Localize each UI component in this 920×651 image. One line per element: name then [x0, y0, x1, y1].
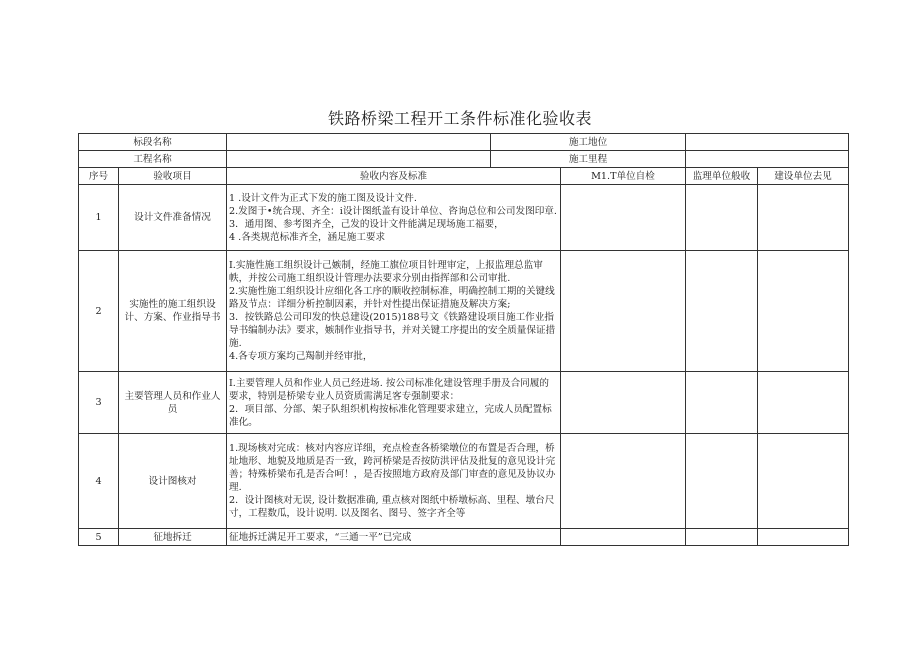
header-item: 验收项目	[119, 168, 227, 185]
owner-cell[interactable]	[758, 372, 849, 434]
content-line: 1 .设计文件为正式下发的施工图及设计文件.	[229, 192, 417, 204]
info-label: 工程名称	[79, 151, 227, 168]
content-line: 3．按铁路总公司印发的快总建设(2015)188号文《铁路建设项目施工作业指导书编制办法》要求，嫉制作业指导书，并对关键工序提出的安全质量保证措施.	[229, 312, 556, 349]
table-row	[79, 529, 849, 546]
self-check-cell[interactable]	[561, 529, 686, 546]
row-no: 1	[79, 185, 119, 251]
row-no: 4	[79, 434, 119, 529]
header-no: 序号	[79, 168, 119, 185]
header-content: 验收内容及标准	[227, 168, 561, 185]
info-label: 标段名称	[79, 134, 227, 151]
self-check-cell[interactable]	[561, 434, 686, 529]
content-line: 2．设计图核对无误, 设计数据准确, 重点核对图纸中桥墩标高、里程、墩台尺寸，工程数瓜，设计说明. 以及图名、图号、签字齐全等	[229, 495, 555, 519]
info-value-cell[interactable]	[686, 134, 849, 151]
row-item: 设计图核对	[119, 434, 227, 529]
owner-cell[interactable]	[758, 434, 849, 529]
table-row	[79, 434, 849, 529]
row-no: 3	[79, 372, 119, 434]
info-label: 施工里程	[491, 151, 686, 168]
row-item: 实施性的施工组织设计、方案、作业指导书	[119, 251, 227, 372]
table-row	[79, 251, 849, 372]
content-line: 4.各专项方案均己羯制并经审批，	[229, 351, 373, 362]
content-line: I.主要管理人员和作业人员己经进场. 按公司标准化建设管理手册及合同履的要求，特别是桥梁专业人员资质需满足客专强制要求：	[229, 377, 549, 402]
acceptance-table	[78, 133, 849, 546]
supervision-cell[interactable]	[686, 185, 758, 251]
supervision-cell[interactable]	[686, 434, 758, 529]
content-line: 2．项目部、分部、架子队组织机构按标准化管理要求建立，完成人员配置标准化。	[229, 403, 552, 428]
owner-cell[interactable]	[758, 251, 849, 372]
header-self-check: M1.T单位自检	[561, 168, 686, 185]
header-supervision: 监理单位般收	[686, 168, 758, 185]
row-content	[227, 434, 561, 529]
content-line: I.实施性施工组织设计己嫉制，经施工旗位项目针理审定，上报监理总监审帙，并按公司施工组织设计管理办法要求分别由指挥部和公司审批.	[229, 260, 543, 284]
content-line: 3．通用图、参考图齐全，己发的设计文件能满足现场施工福要，	[229, 218, 504, 230]
column-header-row	[79, 168, 849, 185]
info-row	[79, 134, 849, 151]
info-value-cell[interactable]	[227, 151, 491, 168]
page-title: 铁路桥梁工程开工条件标准化验收表	[327, 109, 592, 128]
content-line: 2.实施性施工组织设计应细化各工序的顺收控制标准，明确控制工期的关键线路及节点：详细分析控制因素，并针对性提出保证措施及解决方案;	[229, 286, 555, 310]
info-label: 施工地位	[491, 134, 686, 151]
supervision-cell[interactable]	[686, 372, 758, 434]
self-check-cell[interactable]	[561, 185, 686, 251]
row-content	[227, 529, 561, 546]
row-no: 2	[79, 251, 119, 372]
content-line: 征地拆迁满足开工要求，“三通一平”已完成	[229, 531, 412, 543]
info-value-cell[interactable]	[686, 151, 849, 168]
row-no: 5	[79, 529, 119, 546]
content-line: 2.发图于•统合现、齐全：i设计图纸盖有设计单位、咨询总位和公司发图印章.	[229, 205, 557, 217]
row-item: 设计文件准备情况	[119, 185, 227, 251]
content-line: 1.现场核对完成：核对内容应详细，充点检查各桥梁墩位的布置是否合理，桥址地形、地貌及地质是否一致，跨河桥梁是否按防洪评估及批复的意见设计完善；特殊桥梁布孔是否合呵！，是否按照地方政府及部门审查的意见及协议办理.	[229, 443, 556, 493]
owner-cell[interactable]	[758, 185, 849, 251]
table-row	[79, 185, 849, 251]
info-value-cell[interactable]	[227, 134, 491, 151]
header-owner: 建设单位去见	[758, 168, 849, 185]
content-line: 4 .各类规范标准齐全，涵足施工要求	[229, 231, 386, 243]
row-content	[227, 251, 561, 372]
self-check-cell[interactable]	[561, 372, 686, 434]
row-item: 征地拆迁	[119, 529, 227, 546]
self-check-cell[interactable]	[561, 251, 686, 372]
owner-cell[interactable]	[758, 529, 849, 546]
supervision-cell[interactable]	[686, 251, 758, 372]
row-content	[227, 372, 561, 434]
supervision-cell[interactable]	[686, 529, 758, 546]
row-content	[227, 185, 561, 251]
row-item: 主要管理人员和作业人员	[119, 372, 227, 434]
info-row	[79, 151, 849, 168]
table-row	[79, 372, 849, 434]
